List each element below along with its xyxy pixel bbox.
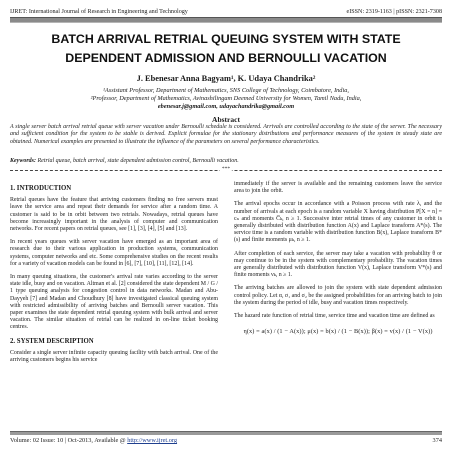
keywords [10,158,442,165]
affiliation-1: ¹Assistant Professor, Department of Mathematics, SNS College of Technology, Coimbatore, India, [103,87,349,94]
system-paragraph-4: After completion of each service, the server may take a vacation with probability θ or may continue to be in the system with complementary probability. The vacation times are generally distributed with distribution function V(x), Laplace transform V*(s) and finite moments νₖ, n ≥ 1. [234,250,442,279]
intro-paragraph-2: In recent years queues with server vacation have emerged as an important area of research due to their various application in production systems, communication systems, computer networks and etc. Some comprehensive studies on the recent results for a variety of vacation models can be found in [6], [7], [10], [11], [12], [14]. [10,239,218,267]
intro-paragraph-3: In many queuing situations, the customer's arrival rate varies according to the server state idle, busy and on vacation. Altman et al. [2] considered the state dependent M / G / 1 type queuing analysis for congestion control in data networks. Madan and Abu-Dayyeh [7] and Madan and Choudhury [8] have investigated classical queuing system with restricted admissibility of arriving batches and Bernoulli server vacation. This paper examines the state dependent retrial queuing system with bulk arrival and server vacation. The similar situation of retrial can be realized in on-line ticket booking centres. [10,274,218,331]
abstract-text: A single server batch arrival retrial queue with server vacation under Bernoulli schedule is considered. Arrivals are controlled according to the state of the server. The necessary and sufficient condition for the system to be stable is derived. Explicit formulae for the stationary distributions and performance measures of the system in steady state are obtained. Numerical examples are presented to illustrate the influence of the parameters on several performance characteristics. [10,124,442,145]
system-paragraph-1: Consider a single server infinite capacity queuing facility with batch arrival. One of the arriving customers begins his service [10,349,218,364]
heading-system-description: 2. SYSTEM DESCRIPTION [10,337,94,345]
header-rule [10,17,442,23]
author-list: J. Ebenesar Anna Bagyam¹, K. Udaya Chandrika² [136,74,316,83]
system-paragraph-5: The arriving batches are allowed to join the system with state dependent admission control policy. Let α, σ₁ and σ₂ be the assigned probabilities for an arriving batch to join the system during the period of idle, busy and vacation times respectively. [234,285,442,306]
keywords-label: Keywords: [10,158,36,164]
journal-issn: eISSN: 2319-1163 | pISSN: 2321-7308 [346,9,442,15]
hazard-rate-formula: η(x) = a(x) / (1 − A(x)); μ(x) = b(x) / (1 − B(x)); β(x) = v(x) / (1 − V(x)) [243,328,433,336]
intro-paragraph-1: Retrial queues have the feature that arriving customers finding no free servers must leave the service area and repeat their demands for service after a random time. A customer is said to be in orbit between two retrials. Nowadays, retrial queues have become increasingly important in the analysis of computer and communication networks. For recent papers on retrial queues, see [1], [3], [4], [5] and [13]. [10,197,218,233]
system-paragraph-3: The arrival epochs occur in accordance with a Poisson process with rate λ, and the number of arrivals at each epoch is a random variable X having distribution P[X = n] = cₙ and moments C̅ₖ, n ≥ 1. Successive inter retrial times of any customer in orbit is generally distributed with distribution function A(x) and Laplace transform A*(s). The service time is a random variable with distribution function B(x), Laplace transform B*(s) and finite moments μₖ, n ≥ 1. [234,201,442,244]
paper-title [20,30,432,68]
affiliation-2: ²Professor, Department of Mathematics, Avinashilingam Deemed University for Women, Tamil Nadu, India, [90,95,362,102]
system-paragraph-2: immediately if the server is available and the remaining customers leave the service area to join the orbit. [234,181,442,195]
footer-volume-text: Volume: 02 Issue: 10 | Oct-2013, Available @ [10,437,126,444]
keywords-text: Retrial queue, batch arrival, state dependent admission control, Bernoulli vacation. [37,158,239,164]
journal-website-link[interactable]: http://www.ijret.org [127,437,178,444]
footer-volume [10,437,177,444]
page-number: 374 [432,437,442,444]
heading-introduction: 1. INTRODUCTION [10,185,72,192]
left-column [10,181,218,370]
journal-name: IJRET: International Journal of Research in Engineering and Technology [10,9,188,15]
footer-rule [10,431,442,435]
title-line-1: BATCH ARRIVAL RETRIAL QUEUING SYSTEM WITH STATE [51,32,401,46]
abstract-heading: Abstract [212,115,240,124]
separator-mark: *** [221,166,231,172]
author-emails: ebenesar.j@gmail.com, udayachandrika@gmail.com [157,103,295,110]
right-column [234,181,442,335]
title-line-2: DEPENDENT ADMISSION AND BERNOULLI VACATION [65,51,387,65]
system-paragraph-6: The hazard rate function of retrial time, service time and vacation time are defined as [234,313,435,320]
page-footer [10,437,442,444]
